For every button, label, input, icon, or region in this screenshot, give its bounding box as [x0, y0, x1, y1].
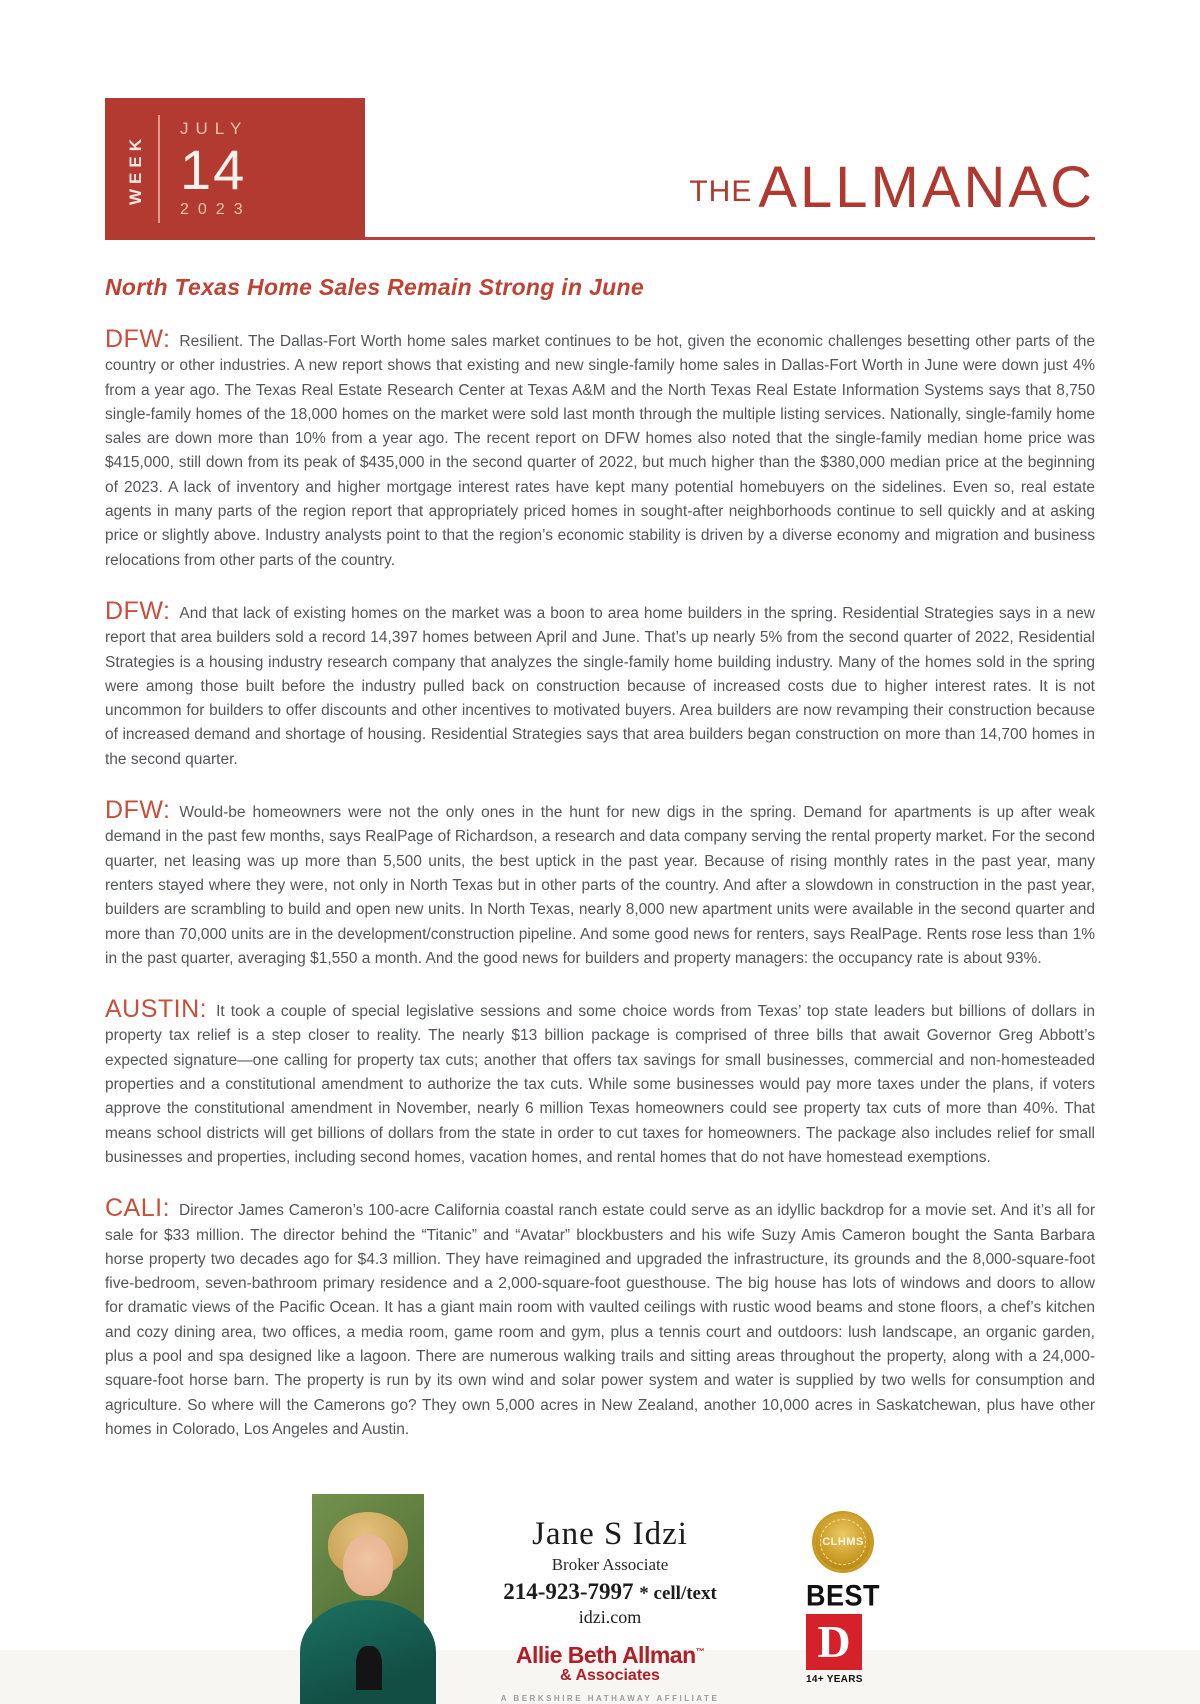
article-tag: DFW:: [105, 596, 171, 625]
best-label: BEST: [805, 1579, 880, 1613]
article-text: It took a couple of special legislative sessions and some choice words from Texas’ top state leaders but billions of dollars in property tax relief is a step closer to reality. The nearly $13 billion package is comprised of three bills that await Governor Greg Abbott’s expected signature—one calling for property tax cuts; another that offers tax savings for small businesses, commercial and non-homesteaded properties and a constitutional amendment to authorize the tax cuts. While some businesses would pay more taxes under the plans, if voters approve the constitutional amendment in November, nearly 6 million Texas homeowners could see property tax cuts of more than 40%. That means school districts will get billions of dollars from the state in order to cut taxes for homeowners. The package also includes relief for small businesses and properties, including second homes, vacation homes, and rental homes that do not have homestead exemptions.: [105, 1003, 1095, 1166]
article-austin: [105, 997, 1095, 1170]
date-badge: [105, 98, 365, 240]
article-text: Resilient. The Dallas-Fort Worth home sales market continues to be hot, given the economic challenges besetting other parts of the country or other industries. A new report shows that existing and new single-family home sales in Dallas-Fort Worth in June were down just 4% from a year ago. The Texas Real Estate Research Center at Texas A&M and the North Texas Real Estate Information Systems says that 8,750 single-family homes of the 18,000 homes on the market were sold last month through the multiple listing services. Nationally, single-family home sales are down more than 10% from a year ago. The recent report on DFW homes also noted that the single-family median home price was $415,000, still down from its peak of $435,000 in the second quarter of 2022, but much higher than the $380,000 median price at the beginning of 2023. A lack of inventory and higher mortgage interest rates have kept many potential homebuyers on the sidelines. Even so, real estate agents in many parts of the region report that appropriately priced homes in sought-after neighborhoods continue to sell quickly and at asking price or slightly above. Industry analysts point to that the region’s economic stability is driven by a diverse economy and migration and business relocations from other parts of the country.: [105, 333, 1095, 569]
article-tag: DFW:: [105, 796, 171, 825]
award-badges: [798, 1514, 888, 1685]
photo-face-shape: [343, 1534, 393, 1596]
agent-title: Broker Associate: [551, 1555, 669, 1575]
article-dfw-2: [105, 596, 1095, 772]
badge-day: 14: [180, 138, 247, 202]
badge-date: [180, 119, 252, 219]
clhms-seal-icon: [815, 1514, 871, 1570]
masthead: [105, 98, 1095, 240]
badge-divider: [158, 115, 160, 223]
badge-month: JULY: [180, 119, 249, 139]
affiliate-line: A BERKSHIRE HATHAWAY AFFILIATE: [500, 1693, 720, 1703]
article-dfw-1: [105, 327, 1095, 573]
article-text: Director James Cameron’s 100-acre California coastal ranch estate could serve as an idyllic backdrop for a movie set. And it’s all for sale for $33 million. The director behind the “Titanic” and “Avatar” blockbusters and his wife Suzy Amis Cameron bought the Santa Barbara horse property two decades ago for $4.3 million. They have reimagined and upgraded the infrastructure, its grounds and the 8,000-square-foot five-bedroom, seven-bathroom primary residence and a 2,000-square-foot guesthouse. The big house has lots of windows and doors to allow for dramatic views of the Pacific Ocean. It has a giant main room with vaulted ceilings with rustic wood beams and stone floors, a chef’s kitchen and cozy dining area, two offices, a media room, game room and gym, plus a tennis court and outdoors: lush landscape, an organic garden, plus a pool and spa designed like a lagoon. There are numerous walking trails and sitting areas throughout the property, along with a 24,000-square-foot horse barn. The property is run by its own wind and solar power system and water is supplied by two wells for consumption and agriculture. So where will the Camerons go? They own 5,000 acres in New Zealand, another 10,000 acres in Saskatchewan, plus have other homes in Colorado, Los Angeles and Austin.: [105, 1202, 1095, 1438]
best-d-logo: [805, 1579, 880, 1686]
badge-year: 2023: [180, 200, 252, 218]
article-text: Would-be homeowners were not the only ones in the hunt for new digs in the spring. Demand for apartments is up after weak demand in the past few months, says RealPage of Richardson, a research and data company serving the rental property market. For the second quarter, net leasing was up more than 5,500 units, the best uptick in the past year. Because of rising monthly rates in the past year, many renters stayed where they were, not only in North Texas but in other parts of the country. And after a slowdown in construction in the past year, builders are scrambling to build and open new units. In North Texas, nearly 8,000 new apartment units were available in the second quarter and more than 70,000 units are in the development/construction pipeline. And some good news for renters, says RealPage. Rents rose less than 1% in the past quarter, averaging $1,550 a month. And the good news for builders and property managers: the occupancy rate is about 93%.: [105, 804, 1095, 967]
contact-card: [105, 1494, 1095, 1702]
agent-phone: [470, 1579, 750, 1605]
logo-name: ALLMANAC: [758, 155, 1095, 220]
page-title: North Texas Home Sales Remain Strong in June: [105, 274, 644, 300]
trademark-symbol: ™: [695, 1646, 705, 1657]
photo-shirt-shape: [356, 1646, 382, 1690]
article-text: And that lack of existing homes on the market was a boon to area home builders in the spring. Residential Strategies says in a new report that area builders sold a record 14,397 homes between April and June. That’s up nearly 5% from the second quarter of 2022, Residential Strategies is a housing industry research company that analyzes the single-family home building industry. Many of the homes sold in the spring were among those built before the industry pulled back on construction because of increased costs due to higher interest rates. It is not uncommon for builders to offer discounts and other incentives to motivated buyers. Area builders are now revamping their construction because of increased demand and shortage of housing. Residential Strategies says that area builders began construction on more than 14,700 homes in the second quarter.: [105, 604, 1095, 768]
phone-note: * cell/text: [639, 1583, 717, 1605]
agent-website: idzi.com: [578, 1607, 642, 1628]
article-tag: AUSTIN:: [105, 995, 208, 1024]
logo-the: THE: [689, 175, 753, 208]
article-tag: DFW:: [105, 325, 171, 353]
brokerage-sub: & Associates: [560, 1667, 660, 1685]
agent-contact-block: [470, 1516, 750, 1702]
allmanac-logo: [689, 155, 1095, 220]
article-dfw-3: [105, 798, 1095, 971]
week-label: WEEK: [126, 133, 145, 205]
d-magazine-icon: D: [806, 1614, 862, 1670]
clhms-label: CLHMS: [822, 1536, 864, 1549]
phone-number: 214-923-7997: [503, 1579, 634, 1605]
brokerage-name: Allie Beth Allman™: [515, 1642, 705, 1669]
agent-name: Jane S Idzi: [532, 1516, 688, 1553]
article-tag: CALI:: [105, 1194, 171, 1223]
article-cali: [105, 1196, 1095, 1442]
agent-photo: [312, 1494, 424, 1690]
brokerage-logo: [470, 1644, 750, 1702]
article-list: [105, 327, 1095, 1442]
years-label: 14+ YEARS: [805, 1674, 863, 1686]
